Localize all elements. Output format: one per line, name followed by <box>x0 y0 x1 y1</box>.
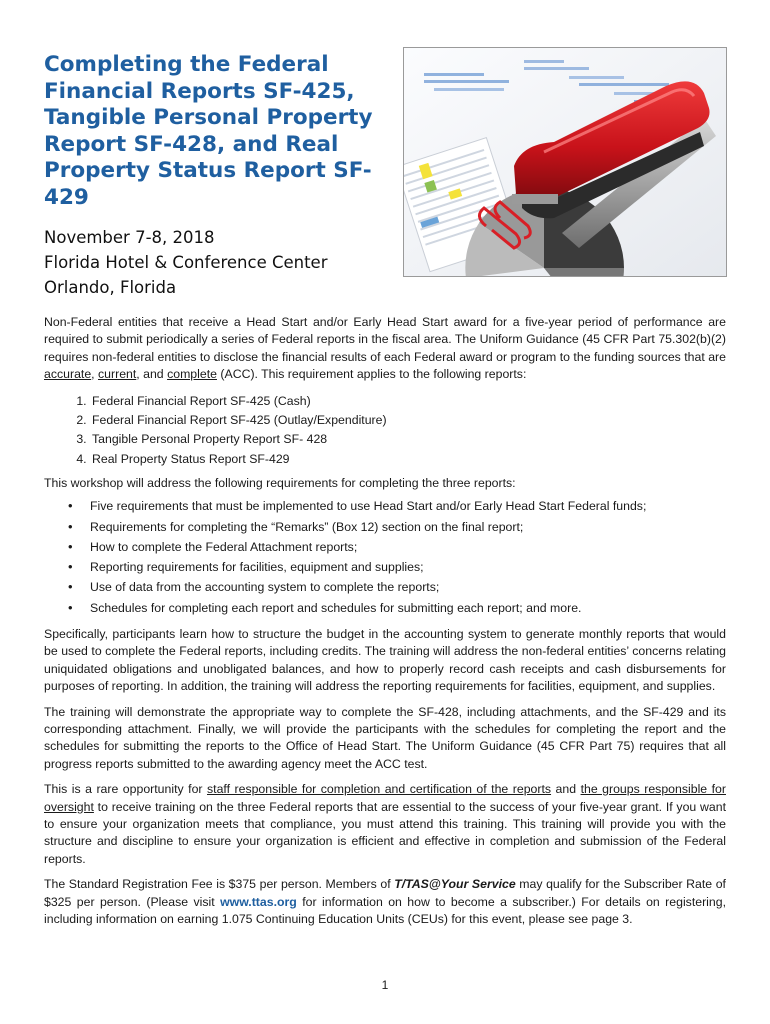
term-current: current <box>98 367 137 382</box>
list-item: • Five requirements that must be implemented to use Head Start and/or Early Head Start Federal funds; <box>90 496 726 516</box>
document-title <box>44 52 394 211</box>
page-reference: page 3 <box>591 912 630 927</box>
brand-name: T/TAS@Your Service <box>394 877 516 892</box>
list-item: 3. Tangible Personal Property Report SF- 428 <box>90 430 726 449</box>
reports-list <box>44 392 726 469</box>
intro-text-end: (ACC). This requirement applies to the following reports: <box>216 367 527 382</box>
event-city: Orlando, Florida <box>44 278 177 297</box>
list-item: • Requirements for completing the “Remarks” (Box 12) section on the final report; <box>90 517 726 537</box>
term-complete: complete <box>167 367 217 382</box>
fee-text: . <box>629 912 633 927</box>
fee-text: for information on how to become a subscriber.) For details on registering, including information on earning 1.075 Continuing Education Units (CEUs) for this event, please see <box>44 894 727 927</box>
fee-text: may qualify for the Subscriber Rate of $325 per person. (Please visit <box>44 877 726 909</box>
fee-text: The Standard Registration Fee is $375 per person. Members of <box>44 877 395 892</box>
body-text <box>44 314 726 937</box>
opportunity-text: and <box>551 782 581 797</box>
title-line: Tangible Personal Property <box>44 105 373 130</box>
list-item: 1. Federal Financial Report SF-425 (Cash) <box>90 392 726 411</box>
opportunity-text: to receive training on the three Federal reports that are essential to the success of your five-year grant. If you want to ensure your organization meets that compliance, you must attend this training. This training will provide you with the structure and discipline to ensure your organization is efficient and effective in completion and submission of the Federal reports. <box>44 799 726 866</box>
intro-sep: , <box>91 367 99 382</box>
stapler-photo <box>403 47 727 277</box>
requirements-list <box>44 496 726 618</box>
page-number: 1 <box>381 978 389 992</box>
list-item: • Reporting requirements for facilities, equipment and supplies; <box>90 557 726 577</box>
event-venue: Florida Hotel & Conference Center <box>44 253 328 272</box>
title-line: Property Status Report SF-429 <box>44 158 372 210</box>
intro-paragraph <box>44 314 726 384</box>
training-paragraph: The training will demonstrate the appropriate way to complete the SF-428, including attachments, and the SF-429 and its corresponding attachment. Finally, we will provide the participants with the schedules for completing the report and the schedules for submitting the reports to the Office of Head Start. The Uniform Guidance (45 CFR Part 75) requires that all progress reports submitted to the awarding agency meet the ACC test. <box>44 704 726 771</box>
list-item: • Use of data from the accounting system to complete the reports; <box>90 577 726 597</box>
intro-text: Non-Federal entities that receive a Head Start and/or Early Head Start award for a five-year period of performance are required to submit periodically a series of Federal reports in the fiscal area. The Uniform Guidance (45 CFR Part 75.302(b)(2) requires non-federal entities to disclose the financial results of each Federal award or program to the funding sources that are <box>44 315 726 364</box>
list-item: • How to complete the Federal Attachment reports; <box>90 537 726 557</box>
opportunity-text: This is a rare opportunity for <box>44 782 207 797</box>
website-link[interactable]: www.ttas.org <box>220 894 297 909</box>
event-date: November 7-8, 2018 <box>44 228 215 247</box>
groups-responsible-text: the groups responsible for oversight <box>44 782 726 814</box>
term-accurate: accurate <box>44 367 92 382</box>
event-info <box>44 225 328 300</box>
fee-paragraph <box>44 876 726 928</box>
title-line: Financial Reports SF-425, <box>44 78 355 104</box>
stapler-on-charts-illustration <box>404 48 726 276</box>
intro-sep: , and <box>136 367 168 382</box>
title-line: Completing the Federal <box>44 52 329 77</box>
opportunity-paragraph <box>44 781 726 868</box>
specifically-paragraph: Specifically, participants learn how to structure the budget in the accounting system to generate monthly reports that would be used to complete the Federal reports, including credits. The training will address the non-federal entities’ concerns relating uniquidated obligations and unobligated balances, and how to properly record cash receipts and cash disbursements for purposes of reporting. In addition, the training will address the reporting requirements for facilities, equipment, and supplies. <box>44 627 726 694</box>
workshop-intro: This workshop will address the following requirements for completing the three reports: <box>44 475 516 490</box>
list-item: 2. Federal Financial Report SF-425 (Outlay/Expenditure) <box>90 411 726 430</box>
list-item: • Schedules for completing each report and schedules for submitting each report; and more. <box>90 598 726 618</box>
staff-responsible-text: staff responsible for completion and certification of the reports <box>207 782 552 797</box>
list-item: 4. Real Property Status Report SF-429 <box>90 450 726 469</box>
title-line: Report SF-428, and Real <box>44 131 339 157</box>
